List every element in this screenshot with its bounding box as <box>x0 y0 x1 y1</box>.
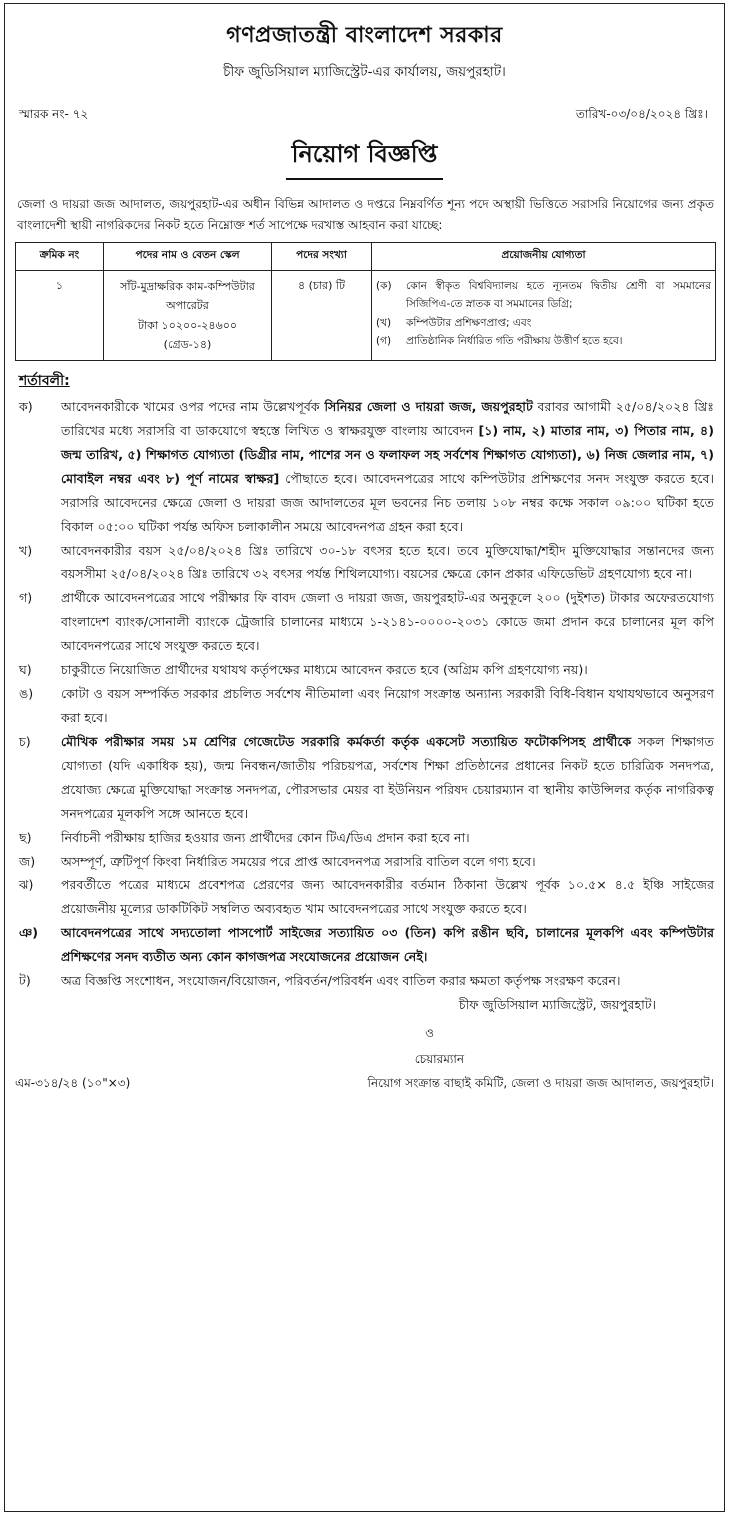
cell-count: ৪ (চার) টি <box>272 271 372 361</box>
vacancy-table <box>15 242 716 361</box>
post-name: সাঁট-মুদ্রাক্ষরিক কাম-কম্পিউটার অপারেটর <box>120 280 255 313</box>
requirement-text: প্রাতিষ্ঠানিক নির্ধারিত গতি পরীক্ষায় উত্তীর্ণ হতে হবে। <box>406 335 623 348</box>
term-cha <box>13 826 714 850</box>
footer-code: এম-৩১৪/২৪ (১০"×৩) <box>15 1076 131 1091</box>
term-jha <box>13 873 714 921</box>
term-text-bold: মৌখিক পরীক্ষার সময় ১ম শ্রেণির গেজেটেড সরকারি কর্মকর্তা কর্তৃক একসেট সত্যায়িত ফটোকপিসহ প্রার্থীকে <box>61 733 632 749</box>
term-gha <box>13 658 714 682</box>
header-serial: ক্রমিক নং <box>16 243 104 271</box>
term-text-part: আবেদনকারীকে খামের ওপর পদের নাম উল্লেখপূর্বক <box>61 399 325 414</box>
requirements-list <box>376 277 711 351</box>
term-text: কোটা ও বয়স সম্পর্কিত সরকার প্রচলিত সর্বশেষ নীতিমালা এবং নিয়োগ সংক্রান্ত অন্যান্য সরকারী বিধি-বিধান যথাযথভাবে অনুসরণ করা হবে। <box>61 686 714 725</box>
term-mark: ট) <box>19 973 31 989</box>
header-post-count: পদের সংখ্যা <box>272 243 372 271</box>
term-ca <box>13 730 714 826</box>
term-mark: গ) <box>19 590 33 606</box>
requirement-text: কম্পিউটার প্রশিক্ষণপ্রাপ্ত; এবং <box>406 316 532 329</box>
memo-row <box>19 106 708 126</box>
signatory-title: চীফ জুডিসিয়াল ম্যাজিস্ট্রেট, জয়পুরহাট। <box>458 997 656 1013</box>
term-ka <box>13 395 714 539</box>
requirement-text: কোন স্বীকৃত বিশ্ববিদ্যালয় হতে ন্যূনতম দ্বিতীয় শ্রেণী বা সমমানের সিজিপিএ-তে স্নাতক বা সমমানের ডিগ্রি; <box>406 280 711 311</box>
term-uma <box>13 682 714 730</box>
term-text-bold: [১) নাম, ২) মাতার নাম, ৩) পিতার নাম, ৪) জন্ম তারিখ, ৫) শিক্ষাগত যোগ্যতা (ডিগ্রীর নাম, পাশের সন ও ফলাফল সহ সর্বশেষ শিক্ষাগত যোগ্যতা), ৬) নিজ জেলার নাম, ৭) মোবাইল নম্বর এবং ৮) পূর্ণ নামের স্বাক্ষর] <box>61 422 714 486</box>
term-mark: জ) <box>19 853 36 869</box>
notice-title-wrap <box>5 136 724 180</box>
term-mark: ছ) <box>19 829 32 845</box>
header-post-name: পদের নাম ও বেতন স্কেল <box>104 243 272 271</box>
term-mark: ঘ) <box>19 662 32 678</box>
notice-page <box>4 3 725 1512</box>
term-mark: ক) <box>19 399 33 414</box>
term-text: অত্র বিজ্ঞপ্তি সংশোধন, সংযোজন/বিয়োজন, পরিবর্তন/পরিবর্ধন এবং বাতিল করার ক্ষমতা কর্তৃপক্ষ সংরক্ষণ করেন। <box>61 973 621 989</box>
term-text: অসম্পূর্ণ, ত্রুটিপূর্ণ কিংবা নির্ধারিত সময়ের পরে প্রাপ্ত আবেদনপত্র সরাসরি বাতিল বলে গণ্য হবে। <box>61 853 536 869</box>
cell-serial: ১ <box>16 271 104 361</box>
signatory-and: ও <box>425 1026 434 1041</box>
govt-title: গণপ্রজাতন্ত্রী বাংলাদেশ সরকার <box>226 23 503 48</box>
requirement-mark: (গ) <box>376 335 392 348</box>
committee-name: নিয়োগ সংক্রান্ত বাছাই কমিটি, জেলা ও দায়রা জজ আদালত, জয়পুরহাট। <box>367 1076 714 1091</box>
term-nya <box>13 921 714 969</box>
list-item <box>376 314 711 332</box>
terms-list <box>13 395 714 993</box>
cell-post <box>104 271 272 361</box>
term-ja <box>13 850 714 874</box>
header-qualification: প্রয়োজনীয় যোগ্যতা <box>372 243 716 271</box>
term-text <box>61 730 714 826</box>
term-mark: ঞ) <box>19 925 39 941</box>
cell-requirements <box>372 271 716 361</box>
term-text: আবেদনপত্রের সাথে সদ্যতোলা পাসপোর্ট সাইজের সত্যায়িত ০৩ (তিন) কপি রঙীন ছবি, চালানের মূলকপি এবং কম্পিউটার প্রশিক্ষণের সনদ ব্যতীত অন্য কোন কাগজপত্র সংযোজনের প্রয়োজন নেই। <box>61 925 714 965</box>
memo-number: স্মারক নং- ৭২ <box>19 107 89 121</box>
intro-paragraph: জেলা ও দায়রা জজ আদালত, জয়পুরহাট-এর অধীন বিভিন্ন আদালত ও দপ্তরে নিম্নবর্ণিত শূন্য পদে অস্থায়ী ভিত্তিতে সরাসরি নিয়োগের জন্য প্রকৃত বাংলাদেশী স্থায়ী নাগরিকদের নিকট হতে নিম্নোক্ত শর্ত সাপেক্ষে দরখাস্ত আহবান করা যাচ্ছে: <box>17 197 714 232</box>
term-text-bold: সিনিয়র জেলা ও দায়রা জজ, জয়পুরহাট <box>324 399 533 414</box>
term-text-part: সকল শিক্ষাগত যোগ্যতা (যদি একাধিক হয়), জন্ম নিবন্ধন/জাতীয় পরিচয়পত্র, সর্বশেষ শিক্ষা প্রতিষ্ঠানের প্রধানের নিকট হতে চারিত্রিক সনদপত্র, প্রযোজ্য ক্ষেত্রে মুক্তিযোদ্ধা সংক্রান্ত সনদপত্র, পৌরসভার মেয়র বা ইউনিয়ন পরিষদ চেয়ারম্যান বা স্থানীয় কাউন্সিলর কর্তৃক নাগরিকত্ব সনদপত্রের মূলকপি সঙ্গে আনতে হবে। <box>61 733 714 821</box>
term-text: প্রার্থীকে আবেদনপত্রের সাথে পরীক্ষার ফি বাবদ জেলা ও দায়রা জজ, জয়পুরহাট-এর অনুকূলে ২০০ (দুইশত) টাকার অফেরতযোগ্য বাংলাদেশ ব্যাংক/সোনালী ব্যাংকে ট্রেজারি চালানের মাধ্যমে ১-২১৪১-০০০০-২০৩১ কোডে জমা প্রদান করে চালানের মূল কপি আবেদনপত্রের সাথে সংযুক্ত করতে হবে। <box>61 590 714 654</box>
table-header-row <box>16 243 716 271</box>
term-text: চাকুরীতে নিয়োজিত প্রার্থীদের যথাযথ কর্তৃপক্ষের মাধ্যমে আবেদন করতে হবে (অগ্রিম কপি গ্রহণযোগ্য নয়)। <box>61 662 588 678</box>
term-text: পরবর্তীতে পত্রের মাধ্যমে প্রবেশপত্র প্রেরণের জন্য আবেদনকারীর বর্তমান ঠিকানা উল্লেখ পূর্বক ১০.৫× ৪.৫ ইঞ্চি সাইজের প্রয়োজনীয় মূল্যের ডাকটিকিট সম্বলিত অব্যবহৃত খাম আবেদনপত্রের সাথে সংযুক্ত করতে হবে। <box>61 877 714 917</box>
requirement-mark: (খ) <box>376 316 392 329</box>
term-mark: চ) <box>19 733 31 749</box>
term-mark: ঙ) <box>19 686 34 702</box>
term-text <box>61 395 714 539</box>
table-row <box>16 271 716 361</box>
grade: (গ্রেড-১৪) <box>163 337 212 351</box>
list-item <box>376 332 711 350</box>
term-kha <box>13 539 714 587</box>
term-text-part: পৌছাতে হবে। আবেদনপত্রের সাথে কম্পিউটার প্রশিক্ষণের সনদ সংযুক্ত করতে হবে। সরাসরি আবেদনের ক্ষেত্রে জেলা ও দায়রা জজ আদালতের মূল ভবনের নিচ তলায় ১০৮ নম্বর কক্ষে সকাল ০৯:০০ ঘটিকা হতে বিকাল ০৫:০০ ঘটিকা পর্যন্ত অফিস চলাকালীন সময়ে আবেদনপত্র গ্রহন করা হবে। <box>61 470 714 534</box>
notice-date: তারিখ-০৩/০৪/২০২৪ খ্রিঃ। <box>575 107 708 121</box>
term-ga <box>13 586 714 658</box>
footer-row <box>15 1075 714 1095</box>
term-mark: ঝ) <box>19 877 34 893</box>
pay-scale: টাকা ১০২০০-২৪৬০০ <box>137 318 238 332</box>
term-text-part: বরাবর আগামী ২৫/০৪/২০২৪ খ্রিঃ তারিখের মধ্যে সরাসরি বা ডাকযোগে স্বহস্তে লিখিত ও স্বাক্ষরযুক্ত বাংলায় আবেদন <box>61 399 714 438</box>
notice-title: নিয়োগ বিজ্ঞপ্তি <box>286 136 444 180</box>
term-ta <box>13 969 714 993</box>
terms-heading: শর্তাবলী: <box>19 373 70 389</box>
signatory-chairman: চেয়ারম্যান <box>414 1052 464 1067</box>
term-text: নির্বাচনী পরীক্ষায় হাজির হওয়ার জন্য প্রার্থীদের কোন টিএ/ডিএ প্রদান করা হবে না। <box>61 829 470 845</box>
list-item <box>376 277 711 314</box>
term-mark: খ) <box>19 542 33 558</box>
requirement-mark: (ক) <box>376 280 392 292</box>
term-text: আবেদনকারীর বয়স ২৫/০৪/২০২৪ খ্রিঃ তারিখে ৩০-১৮ বৎসর হতে হবে। তবে মুক্তিযোদ্ধা/শহীদ মুক্তিযোদ্ধার সন্তানদের জন্য বয়সসীমা ২৫/০৪/২০২৪ খ্রিঃ তারিখে ৩২ বৎসর পর্যন্ত শিথিলযোগ্য। বয়সের ক্ষেত্রে কোন প্রকার এফিডেভিট গ্রহণযোগ্য হবে না। <box>61 542 714 582</box>
office-subtitle: চীফ জুডিসিয়াল ম্যাজিস্ট্রেট-এর কার্যালয়, জয়পুরহাট। <box>223 64 506 80</box>
